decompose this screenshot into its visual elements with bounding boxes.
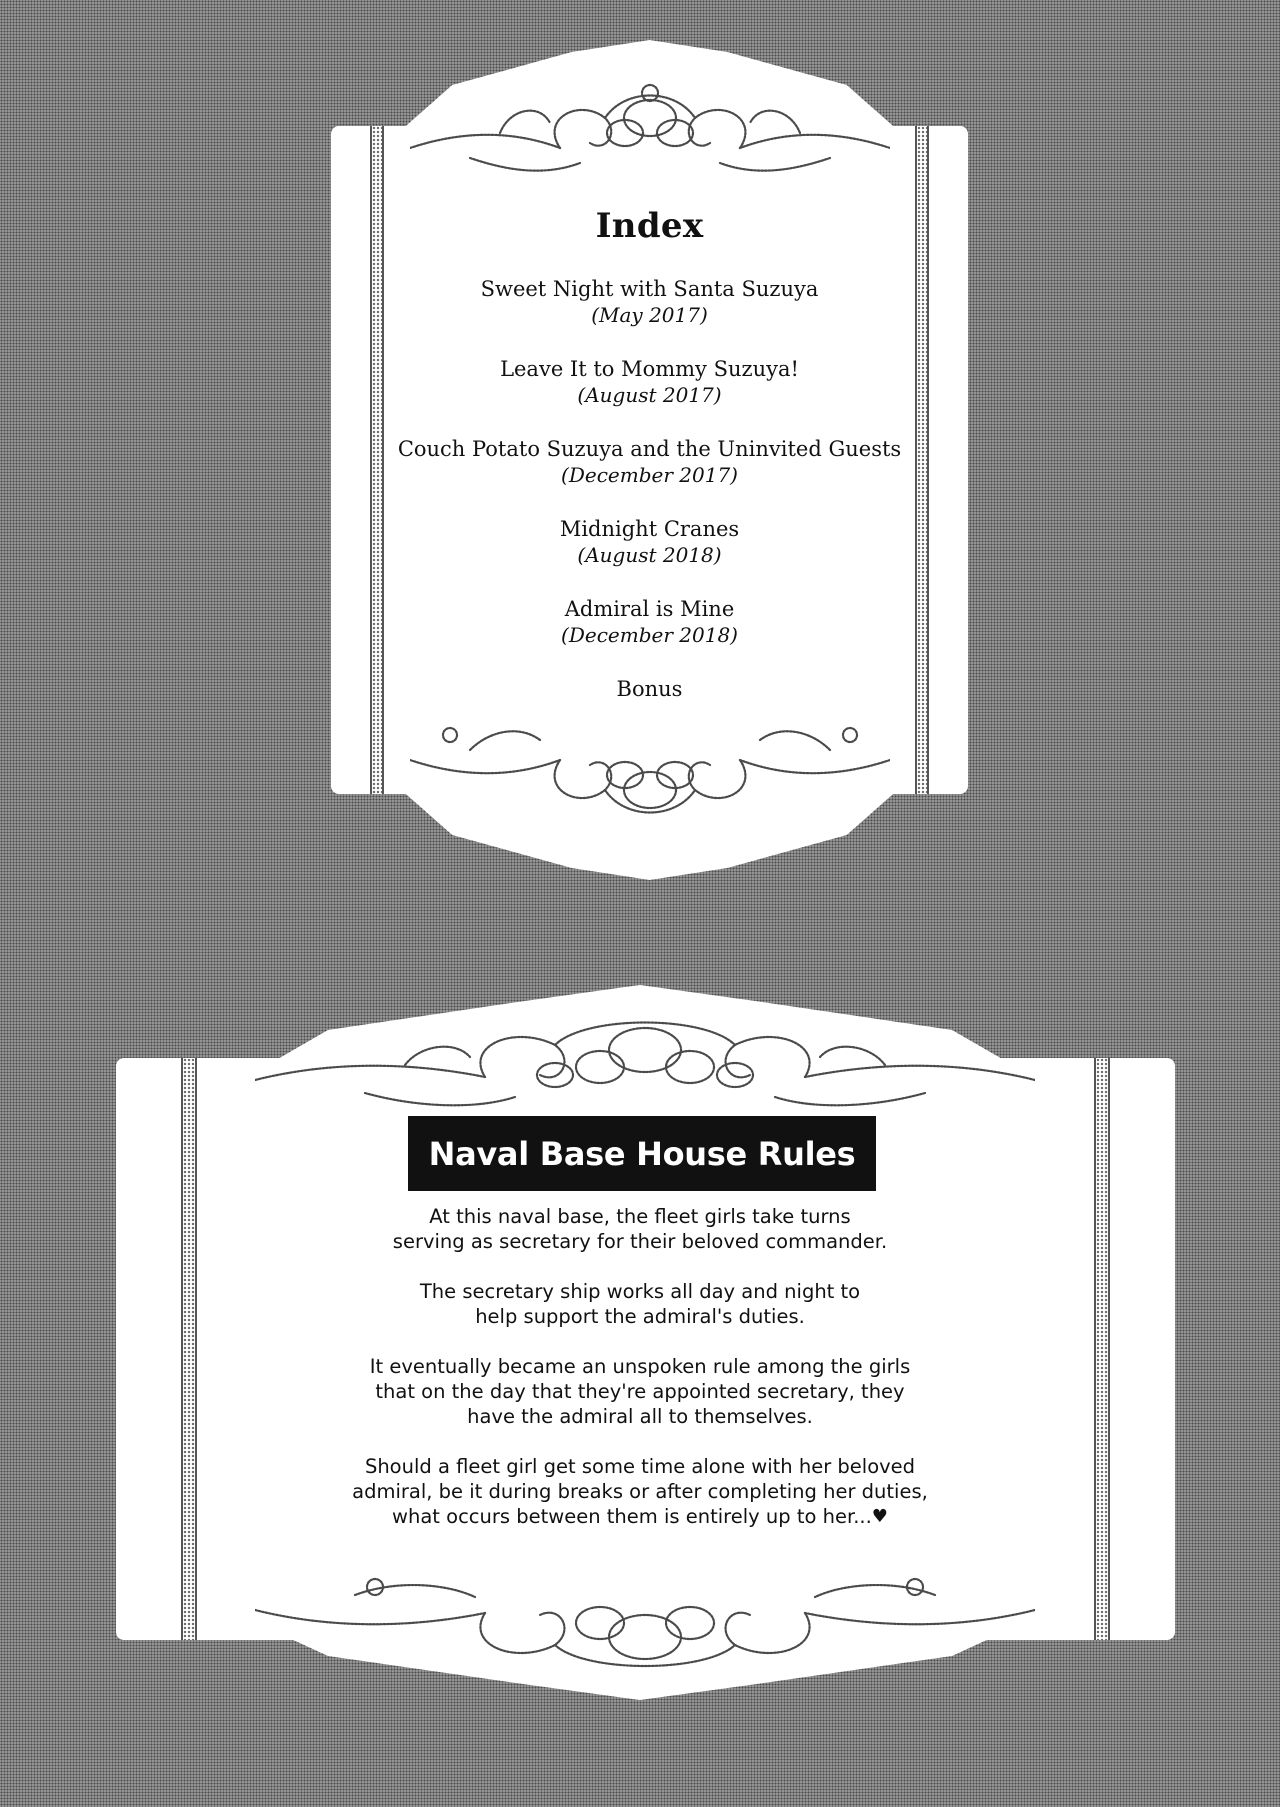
index-entry [331, 436, 968, 488]
index-entry-date: (August 2017) [577, 383, 722, 407]
rules-line: At this naval base, the fleet girls take turns [429, 1205, 851, 1228]
rules-paragraph [280, 1354, 1000, 1429]
rules-left-stripe [181, 1058, 197, 1640]
index-entry-date: (December 2018) [561, 623, 738, 647]
index-list [331, 276, 968, 702]
rules-line: It eventually became an unspoken rule among the girls [369, 1355, 911, 1378]
rules-body [280, 1204, 1000, 1554]
rules-paragraph [280, 1454, 1000, 1529]
rules-paragraph [280, 1279, 1000, 1329]
index-title: Index [595, 206, 704, 246]
rules-line: that on the day that they're appointed secretary, they [375, 1380, 905, 1403]
index-content [331, 126, 968, 794]
rules-bottom-flourish-icon [255, 1565, 1035, 1675]
index-entry [331, 276, 968, 328]
index-entry-name: Sweet Night with Santa Suzuya [480, 277, 819, 301]
index-entry-name: Admiral is Mine [564, 597, 735, 621]
rules-line: The secretary ship works all day and night to [419, 1280, 861, 1303]
heart-icon: ♥ [871, 1506, 888, 1527]
index-entry-name: Midnight Cranes [559, 517, 740, 541]
rules-title: Naval Base House Rules [408, 1116, 876, 1191]
index-entry [331, 676, 968, 702]
rules-paragraph [280, 1204, 1000, 1254]
rules-line: admiral, be it during breaks or after completing her duties, [352, 1480, 928, 1503]
rules-line: what occurs between them is entirely up to her... [392, 1505, 872, 1528]
index-entry [331, 596, 968, 648]
index-entry [331, 356, 968, 408]
index-entry-name: Leave It to Mommy Suzuya! [500, 357, 799, 381]
rules-line: have the admiral all to themselves. [467, 1405, 813, 1428]
index-entry-name: Bonus [616, 677, 683, 701]
rules-line: help support the admiral's duties. [475, 1305, 805, 1328]
index-entry-date: (August 2018) [577, 543, 722, 567]
rules-line-last [280, 1504, 1000, 1529]
index-entry-name: Couch Potato Suzuya and the Uninvited Guests [397, 437, 902, 461]
index-entry-date: (May 2017) [591, 303, 708, 327]
rules-top-flourish-icon [255, 1015, 1035, 1125]
index-entry [331, 516, 968, 568]
index-entry-date: (December 2017) [561, 463, 738, 487]
rules-line: Should a fleet girl get some time alone with her beloved [364, 1455, 916, 1478]
rules-right-stripe [1094, 1058, 1110, 1640]
rules-line: serving as secretary for their beloved commander. [392, 1230, 888, 1253]
